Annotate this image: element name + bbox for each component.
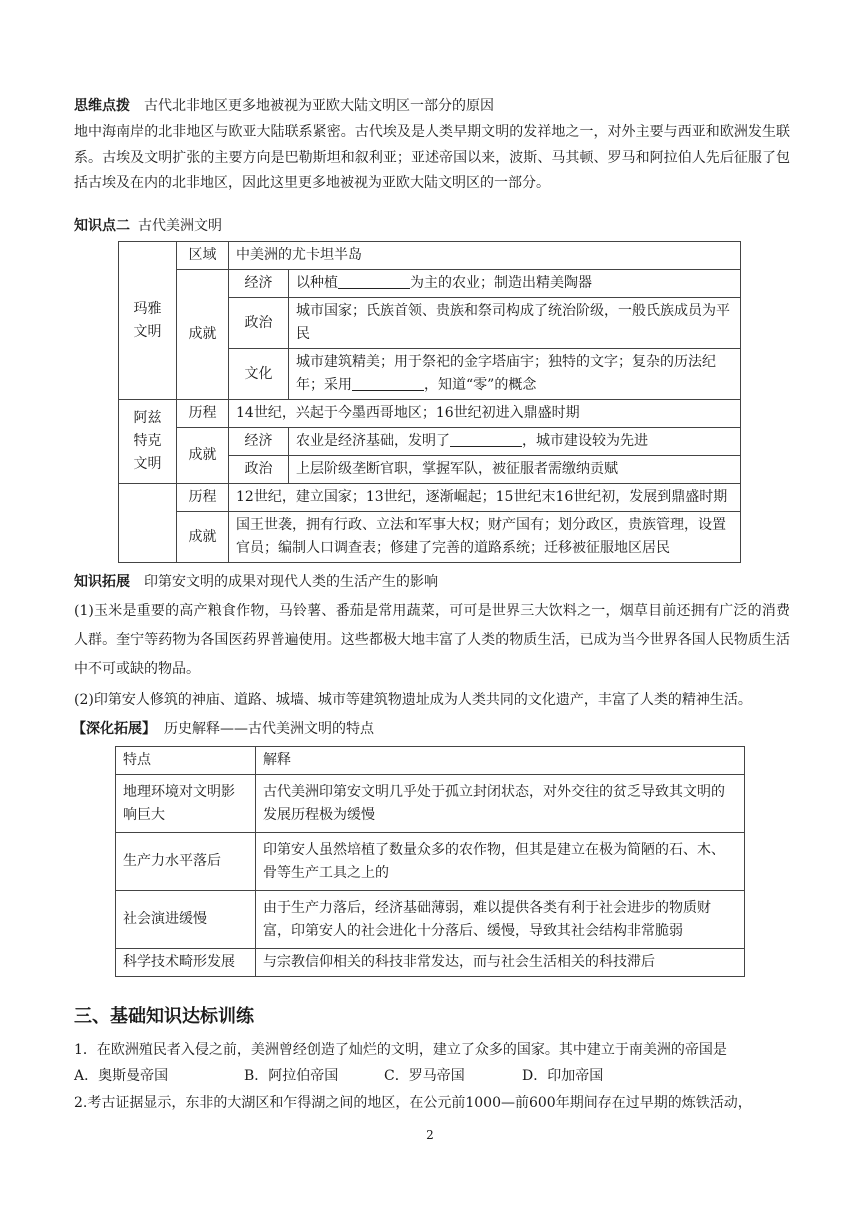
feature-cell: 生产力水平落后 <box>116 833 256 891</box>
section-heading: 三、基础知识达标训练 <box>74 1006 254 1027</box>
aztec-econ-value <box>289 428 741 456</box>
option-c[interactable]: C．罗马帝国 <box>384 1068 465 1084</box>
ext-heading <box>74 570 438 595</box>
header-explain: 解释 <box>256 747 745 775</box>
maya-name-cell: 玛雅 文明 <box>119 242 177 400</box>
table-row <box>116 891 745 949</box>
ext-paragraph-2: (2)印第安人修筑的神庙、道路、城墙、城市等建筑物遗址成为人类共同的文化遗产，丰富了人类的精神生活。 <box>74 692 752 708</box>
table-row <box>116 833 745 891</box>
option-d[interactable]: D．印加帝国 <box>522 1068 604 1084</box>
aztec-name-cell: 阿兹 特克 文明 <box>119 400 177 484</box>
feature-cell: 社会演进缓慢 <box>116 891 256 949</box>
feature-cell: 地理环境对文明影响巨大 <box>116 775 256 833</box>
aztec-econ-pre: 农业是经济基础，发明了 <box>296 433 450 449</box>
fill-blank[interactable] <box>338 273 410 289</box>
inca-hist-label: 历程 <box>177 484 229 512</box>
k2-title: 古代美洲文明 <box>138 218 222 234</box>
option-b[interactable]: B．阿拉伯帝国 <box>244 1068 339 1084</box>
table-row <box>116 949 745 977</box>
option-a[interactable]: A．奥斯曼帝国 <box>74 1068 169 1084</box>
inca-hist-value: 12世纪，建立国家；13世纪，逐渐崛起；15世纪末16世纪初，发展到鼎盛时期 <box>229 484 741 512</box>
deep-heading <box>72 717 374 742</box>
aztec-pol-value: 上层阶级垄断官职，掌握军队，被征服者需缴纳贡赋 <box>289 456 741 484</box>
maya-cul-value <box>289 349 741 400</box>
deep-label: 【深化拓展】 <box>72 721 156 737</box>
aztec-pol-label: 政治 <box>229 456 289 484</box>
deep-title: 历史解释——古代美洲文明的特点 <box>164 721 374 737</box>
maya-econ-value <box>289 270 741 298</box>
page-number: 2 <box>426 1128 434 1142</box>
maya-econ-post: 为主的农业；制造出精美陶器 <box>410 275 592 291</box>
maya-pol-label: 政治 <box>229 298 289 349</box>
fill-blank[interactable] <box>352 375 424 391</box>
tip-title: 古代北非地区更多地被视为亚欧大陆文明区一部分的原因 <box>144 98 494 114</box>
explain-cell: 与宗教信仰相关的科技非常发达，而与社会生活相关的科技滞后 <box>256 949 745 977</box>
maya-cul-post: ，知道“零”的概念 <box>424 377 537 393</box>
ext-title: 印第安文明的成果对现代人类的生活产生的影响 <box>144 574 438 590</box>
inca-name-cell <box>119 484 177 563</box>
table-row <box>119 428 741 456</box>
feature-cell: 科学技术畸形发展 <box>116 949 256 977</box>
maya-econ-pre: 以种植 <box>296 275 338 291</box>
table-row <box>119 242 741 270</box>
table-row <box>119 512 741 563</box>
inca-ach-value: 国王世袭，拥有行政、立法和军事大权；财产国有；划分政区，贵族管理，设置官员；编制人口调查表；修建了完善的道路系统；迁移被征服地区居民 <box>229 512 741 563</box>
maya-ach-label: 成就 <box>177 270 229 400</box>
explain-cell: 古代美洲印第安文明几乎处于孤立封闭状态，对外交往的贫乏导致其文明的发展历程极为缓慢 <box>256 775 745 833</box>
features-table <box>115 746 745 977</box>
table-row <box>119 400 741 428</box>
k2-label: 知识点二 <box>74 218 130 234</box>
k2-heading <box>74 214 222 239</box>
maya-econ-label: 经济 <box>229 270 289 298</box>
tip-heading <box>74 94 494 119</box>
maya-pol-value: 城市国家；氏族首领、贵族和祭司构成了统治阶级，一般氏族成员为平民 <box>289 298 741 349</box>
maya-region-value: 中美洲的尤卡坦半岛 <box>229 242 741 270</box>
maya-region-label: 区域 <box>177 242 229 270</box>
explain-cell: 由于生产力落后，经济基础薄弱，难以提供各类有利于社会进步的物质财富，印第安人的社会进化十分落后、缓慢，导致其社会结构非常脆弱 <box>256 891 745 949</box>
aztec-econ-post: ，城市建设较为先进 <box>522 433 648 449</box>
maya-cul-label: 文化 <box>229 349 289 400</box>
explain-cell: 印第安人虽然培植了数量众多的农作物，但其是建立在极为简陋的石、木、骨等生产工具之上的 <box>256 833 745 891</box>
ext-paragraph-1: (1)玉米是重要的高产粮食作物，马铃薯、番茄是常用蔬菜，可可是世界三大饮料之一，烟草目前还拥有广泛的消费人群。奎宁等药物为各国医药界普遍使用。这些都极大地丰富了人类的物质生活，已成为当今世界各国人民物质生活中不可或缺的物品。 <box>74 603 790 677</box>
table-row <box>119 484 741 512</box>
header-feature: 特点 <box>116 747 256 775</box>
aztec-hist-label: 历程 <box>177 400 229 428</box>
table-row <box>119 270 741 298</box>
tip-label: 思维点拨 <box>74 98 130 114</box>
tip-body: 地中海南岸的北非地区与欧亚大陆联系紧密。古代埃及是人类早期文明的发祥地之一，对外主要与西亚和欧洲发生联系。古埃及文明扩张的主要方向是巴勒斯坦和叙利亚；亚述帝国以来，波斯、马其顿、罗马和阿拉伯人先后征服了包括古埃及在内的北非地区，因此这里更多地被视为亚欧大陆文明区的一部分。 <box>74 124 790 191</box>
america-civilizations-table <box>118 241 741 563</box>
inca-ach-label: 成就 <box>177 512 229 563</box>
maya-cul-pre: 城市建筑精美；用于祭祀的金字塔庙宇；独特的文字；复杂的历法纪年；采用 <box>296 354 716 393</box>
ext-label: 知识拓展 <box>74 574 130 590</box>
question-2: 2.考古证据显示，东非的大湖区和乍得湖之间的地区，在公元前1000—前600年期间存在过早期的炼铁活动， <box>74 1095 752 1111</box>
aztec-hist-value: 14世纪，兴起于今墨西哥地区；16世纪初进入鼎盛时期 <box>229 400 741 428</box>
fill-blank[interactable] <box>450 431 522 447</box>
aztec-econ-label: 经济 <box>229 428 289 456</box>
table-header-row <box>116 747 745 775</box>
table-row <box>116 775 745 833</box>
aztec-ach-label: 成就 <box>177 428 229 484</box>
question-1: 1．在欧洲殖民者入侵之前，美洲曾经创造了灿烂的文明，建立了众多的国家。其中建立于南美洲的帝国是 <box>74 1042 727 1058</box>
